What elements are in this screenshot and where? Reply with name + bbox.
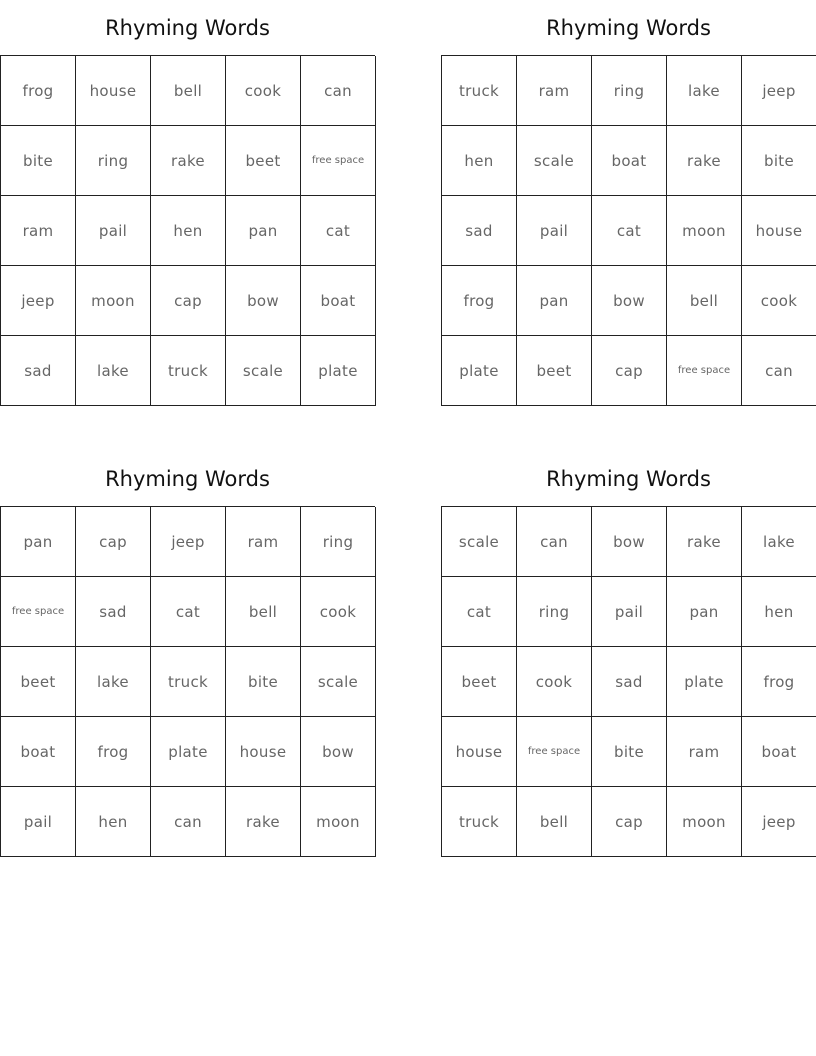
bingo-cell: bow xyxy=(301,717,376,787)
bingo-cell: sad xyxy=(76,577,151,647)
card-title: Rhyming Words xyxy=(105,467,270,491)
bingo-cell: boat xyxy=(592,126,667,196)
bingo-cell: truck xyxy=(442,787,517,857)
bingo-cell: pail xyxy=(1,787,76,857)
bingo-cell: moon xyxy=(667,787,742,857)
bingo-cell: can xyxy=(151,787,226,857)
bingo-cell: ring xyxy=(517,577,592,647)
bingo-cell: truck xyxy=(442,56,517,126)
bingo-cell: plate xyxy=(442,336,517,406)
bingo-cell: house xyxy=(442,717,517,787)
bingo-cell: cap xyxy=(592,336,667,406)
bingo-cell: can xyxy=(301,56,376,126)
bingo-cell: hen xyxy=(742,577,816,647)
bingo-cell: cat xyxy=(151,577,226,647)
bingo-cell: bite xyxy=(592,717,667,787)
bingo-cell: bow xyxy=(226,266,301,336)
bingo-cell: cat xyxy=(592,196,667,266)
bingo-cell: boat xyxy=(1,717,76,787)
bingo-cell: bite xyxy=(1,126,76,196)
bingo-cell: beet xyxy=(442,647,517,717)
bingo-cell: plate xyxy=(151,717,226,787)
bingo-cell: lake xyxy=(742,507,816,577)
bingo-cell: jeep xyxy=(1,266,76,336)
bingo-cell: sad xyxy=(442,196,517,266)
bingo-cell: rake xyxy=(667,507,742,577)
bingo-cell: lake xyxy=(76,336,151,406)
bingo-cell: cook xyxy=(517,647,592,717)
bingo-cell: sad xyxy=(1,336,76,406)
bingo-cell: ram xyxy=(667,717,742,787)
bingo-cell: ram xyxy=(226,507,301,577)
bingo-cell: bell xyxy=(226,577,301,647)
bingo-cell: rake xyxy=(667,126,742,196)
bingo-card-1 xyxy=(0,0,375,406)
bingo-cell: cook xyxy=(226,56,301,126)
bingo-cell: bell xyxy=(151,56,226,126)
bingo-cell: plate xyxy=(301,336,376,406)
bingo-cell: bite xyxy=(226,647,301,717)
bingo-cell: hen xyxy=(442,126,517,196)
bingo-cell: sad xyxy=(592,647,667,717)
bingo-cell: ram xyxy=(517,56,592,126)
bingo-cell: bite xyxy=(742,126,816,196)
bingo-cell: beet xyxy=(517,336,592,406)
bingo-cell: boat xyxy=(301,266,376,336)
bingo-cell: scale xyxy=(442,507,517,577)
bingo-cell: bow xyxy=(592,266,667,336)
bingo-cell: scale xyxy=(226,336,301,406)
bingo-cell: hen xyxy=(76,787,151,857)
bingo-cell: jeep xyxy=(742,56,816,126)
bingo-cell: moon xyxy=(301,787,376,857)
card-title: Rhyming Words xyxy=(546,16,711,40)
bingo-cell: frog xyxy=(742,647,816,717)
bingo-cell: scale xyxy=(301,647,376,717)
bingo-cell: pail xyxy=(592,577,667,647)
bingo-cell: boat xyxy=(742,717,816,787)
bingo-cell: frog xyxy=(76,717,151,787)
bingo-cell: ram xyxy=(1,196,76,266)
bingo-cell: bow xyxy=(592,507,667,577)
free-space-cell: free space xyxy=(301,126,376,196)
bingo-cell: cat xyxy=(442,577,517,647)
bingo-card-4 xyxy=(441,451,816,857)
bingo-grid xyxy=(441,506,816,857)
bingo-cell: beet xyxy=(1,647,76,717)
bingo-cell: house xyxy=(742,196,816,266)
bingo-cell: cat xyxy=(301,196,376,266)
bingo-cell: scale xyxy=(517,126,592,196)
free-space-cell: free space xyxy=(1,577,76,647)
bingo-cell: plate xyxy=(667,647,742,717)
bingo-grid xyxy=(0,55,375,406)
bingo-cell: cook xyxy=(742,266,816,336)
bingo-cell: ring xyxy=(592,56,667,126)
bingo-cell: rake xyxy=(151,126,226,196)
bingo-cell: moon xyxy=(667,196,742,266)
bingo-grid xyxy=(0,506,375,857)
bingo-grid xyxy=(441,55,816,406)
bingo-cell: jeep xyxy=(151,507,226,577)
bingo-cell: can xyxy=(517,507,592,577)
bingo-cell: hen xyxy=(151,196,226,266)
bingo-cell: house xyxy=(76,56,151,126)
bingo-card-3 xyxy=(0,451,375,857)
bingo-cell: ring xyxy=(76,126,151,196)
bingo-cell: pan xyxy=(1,507,76,577)
bingo-cell: pan xyxy=(226,196,301,266)
bingo-cell: lake xyxy=(76,647,151,717)
card-title: Rhyming Words xyxy=(546,467,711,491)
bingo-cell: pail xyxy=(76,196,151,266)
bingo-cell: cap xyxy=(76,507,151,577)
card-title: Rhyming Words xyxy=(105,16,270,40)
bingo-cell: cook xyxy=(301,577,376,647)
bingo-cell: frog xyxy=(1,56,76,126)
bingo-cell: pan xyxy=(667,577,742,647)
bingo-cell: rake xyxy=(226,787,301,857)
bingo-cell: lake xyxy=(667,56,742,126)
bingo-cell: cap xyxy=(151,266,226,336)
bingo-cell: truck xyxy=(151,647,226,717)
bingo-cell: frog xyxy=(442,266,517,336)
bingo-cell: truck xyxy=(151,336,226,406)
bingo-cell: jeep xyxy=(742,787,816,857)
bingo-cell: pail xyxy=(517,196,592,266)
bingo-cell: bell xyxy=(517,787,592,857)
bingo-cell: can xyxy=(742,336,816,406)
bingo-cell: bell xyxy=(667,266,742,336)
free-space-cell: free space xyxy=(517,717,592,787)
bingo-cell: pan xyxy=(517,266,592,336)
bingo-card-2 xyxy=(441,0,816,406)
free-space-cell: free space xyxy=(667,336,742,406)
bingo-cell: beet xyxy=(226,126,301,196)
bingo-cell: house xyxy=(226,717,301,787)
bingo-cell: ring xyxy=(301,507,376,577)
bingo-cell: cap xyxy=(592,787,667,857)
bingo-cell: moon xyxy=(76,266,151,336)
